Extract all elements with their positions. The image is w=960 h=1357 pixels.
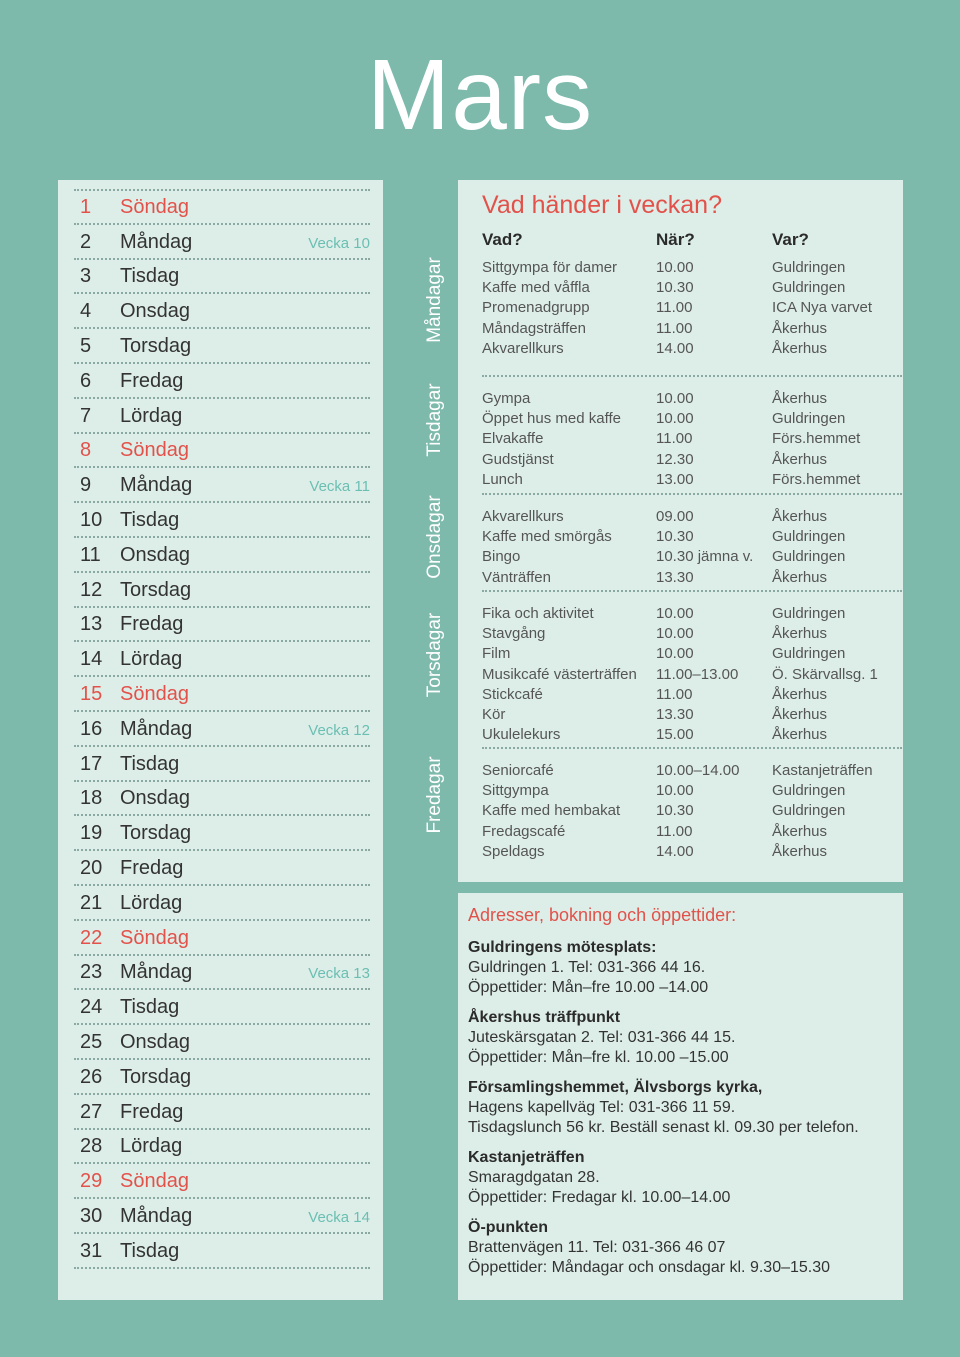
activity-row (482, 547, 902, 567)
activity-time: 10.30 (656, 802, 694, 820)
day-number: 27 (80, 1100, 103, 1123)
activity-row (482, 507, 902, 527)
activity-time: 11.00 (656, 685, 693, 703)
day-name: Tisdag (120, 752, 180, 775)
activity-name: Kaffe med smörgås (482, 528, 612, 546)
weekly-activities-panel (458, 180, 903, 882)
day-number: 2 (80, 230, 92, 253)
activity-place: Åkerhus (772, 822, 828, 840)
day-name: Lördag (120, 1135, 183, 1158)
activity-row (482, 339, 902, 359)
calendar-day-row (74, 956, 370, 991)
activity-time: 12.30 (656, 450, 694, 468)
day-number: 1 (80, 195, 92, 218)
activity-place: Guldringen (772, 605, 846, 622)
activity-row (482, 450, 902, 470)
day-number: 30 (80, 1204, 103, 1227)
day-number: 23 (80, 961, 103, 984)
day-name: Söndag (120, 439, 189, 462)
day-number: 29 (80, 1170, 103, 1193)
day-number: 17 (80, 752, 103, 775)
activity-name: Måndagsträffen (482, 319, 586, 337)
activity-name: Sittgympa (482, 782, 549, 800)
activity-name: Fredagscafé (482, 822, 566, 840)
place-name: Församlingshemmet, Älvsborgs kyrka, (468, 1079, 763, 1096)
activity-place: Åkerhus (772, 705, 828, 723)
activity-place: Åkerhus (772, 319, 828, 337)
activity-group (482, 258, 902, 359)
weekday-label-friday (420, 745, 450, 845)
activity-row (482, 801, 902, 821)
weekday-label-wednesday (420, 487, 450, 587)
calendar-day-row (74, 851, 370, 886)
activity-name: Bingo (482, 548, 521, 566)
week-number: Vecka 10 (308, 234, 370, 252)
place-details: Tisdagslunch 56 kr. Beställ senast kl. 09.30 per telefon. (468, 1119, 859, 1136)
address-block (468, 1148, 898, 1208)
calendar-day-row (74, 747, 370, 782)
activity-row (482, 705, 902, 725)
activity-row (482, 822, 902, 842)
place-address: Guldringen 1. Tel: 031-366 44 16. (468, 959, 706, 976)
day-name: Tisdag (120, 508, 180, 531)
calendar-day-row (74, 990, 370, 1025)
activity-name: Stavgång (482, 625, 546, 643)
calendar-day-row (74, 782, 370, 817)
activity-name: Lunch (482, 470, 523, 488)
activity-time: 10.00 (656, 782, 694, 800)
activity-place: ICA Nya varvet (772, 299, 873, 317)
calendar-day-row (74, 1095, 370, 1130)
activity-group (482, 590, 902, 745)
calendar-day-row (74, 364, 370, 399)
activity-time: 13.30 (656, 705, 694, 723)
place-name: Kastanjeträffen (468, 1149, 585, 1166)
day-number: 19 (80, 822, 103, 845)
calendar-day-row (74, 886, 370, 921)
activity-row (482, 389, 902, 409)
place-details: Öppettider: Mån–fre kl. 10.00 –15.00 (468, 1049, 729, 1066)
day-name: Måndag (120, 474, 193, 497)
activity-place: Guldringen (772, 645, 846, 663)
day-number: 4 (80, 300, 92, 323)
place-name: Guldringens mötesplats: (468, 939, 657, 956)
day-name: Torsdag (120, 578, 192, 601)
column-when: När? (656, 230, 695, 249)
activity-place: Åkerhus (772, 568, 828, 586)
day-number: 9 (80, 474, 92, 497)
day-number: 5 (80, 334, 92, 357)
addresses-panel (458, 893, 903, 1300)
activity-place: Förs.hemmet (772, 470, 861, 488)
day-number: 8 (80, 439, 92, 462)
week-number: Vecka 13 (308, 965, 370, 983)
day-number: 7 (80, 404, 92, 427)
activity-time: 13.30 (656, 568, 694, 586)
day-name: Tisdag (120, 265, 180, 288)
place-details: Öppettider: Fredagar kl. 10.00–14.00 (468, 1189, 731, 1206)
day-number: 22 (80, 926, 103, 949)
activity-time: 11.00 (656, 319, 693, 337)
day-name: Måndag (120, 1204, 193, 1227)
day-name: Onsdag (120, 543, 191, 566)
activity-place: Guldringen (772, 528, 846, 546)
activity-place: Guldringen (772, 279, 846, 297)
activity-name: Promenadgrupp (482, 299, 590, 317)
day-name: Tisdag (120, 996, 180, 1019)
activity-time: 10.00 (656, 259, 694, 276)
activities-heading: Vad händer i veckan? (482, 191, 722, 219)
day-name: Måndag (120, 717, 193, 740)
activity-time: 10.00–14.00 (656, 762, 740, 779)
calendar-day-row (74, 503, 370, 538)
day-number: 15 (80, 682, 103, 705)
day-number: 20 (80, 856, 103, 879)
activity-time: 14.00 (656, 842, 694, 860)
week-number: Vecka 11 (309, 478, 370, 496)
place-name: Ö-punkten (468, 1219, 548, 1236)
activity-time: 15.00 (656, 726, 694, 744)
activity-row (482, 527, 902, 547)
day-name: Torsdag (120, 1065, 192, 1088)
activity-row (482, 298, 902, 318)
activity-place: Guldringen (772, 548, 846, 566)
day-number: 11 (80, 543, 101, 566)
activity-time: 10.30 jämna v. (656, 548, 754, 566)
activity-time: 10.00 (656, 605, 694, 622)
place-address: Juteskärsgatan 2. Tel: 031-366 44 15. (468, 1029, 736, 1046)
address-block (468, 938, 898, 998)
calendar-day-row (74, 294, 370, 329)
activity-name: Fika och aktivitet (482, 605, 594, 622)
activity-place: Åkerhus (772, 726, 828, 744)
activity-place: Åkerhus (772, 339, 828, 357)
month-calendar (58, 180, 383, 1300)
day-number: 28 (80, 1135, 103, 1158)
day-name: Fredag (120, 856, 184, 879)
activity-place: Åkerhus (772, 685, 828, 703)
day-name: Måndag (120, 961, 193, 984)
weekday-label-monday-text: Måndagar (424, 257, 445, 343)
address-block (468, 1218, 898, 1278)
day-name: Torsdag (120, 334, 192, 357)
day-name: Lördag (120, 648, 183, 671)
activity-row (482, 842, 902, 862)
place-address: Brattenvägen 11. Tel: 031-366 46 07 (468, 1239, 726, 1256)
day-name: Söndag (120, 1170, 189, 1193)
activity-name: Kaffe med våffla (482, 279, 590, 297)
activity-name: Elvakaffe (482, 430, 544, 448)
day-name: Lördag (120, 404, 183, 427)
day-number: 6 (80, 369, 92, 392)
calendar-day-row (74, 1025, 370, 1060)
activity-name: Akvarellkurs (482, 339, 564, 357)
activity-name: Musikcafé västerträffen (482, 665, 637, 683)
activity-time: 10.30 (656, 528, 694, 546)
activity-time: 11.00–13.00 (656, 665, 739, 683)
day-name: Lördag (120, 891, 183, 914)
calendar-day-row (74, 225, 370, 260)
activity-name: Ukulelekurs (482, 726, 561, 744)
activity-place: Åkerhus (772, 508, 828, 525)
activity-row (482, 781, 902, 801)
activity-time: 10.00 (656, 390, 694, 407)
week-number: Vecka 12 (308, 721, 370, 739)
activity-place: Förs.hemmet (772, 430, 861, 448)
activity-place: Ö. Skärvallsg. 1 (772, 665, 878, 683)
activity-name: Kör (482, 705, 506, 723)
activity-time: 11.00 (656, 822, 693, 840)
day-number: 13 (80, 613, 103, 636)
calendar-day-row (74, 816, 370, 851)
day-name: Fredag (120, 369, 184, 392)
activity-name: Vänträffen (482, 568, 551, 586)
activity-time: 14.00 (656, 339, 694, 357)
day-name: Onsdag (120, 300, 191, 323)
addresses-heading: Adresser, bokning och öppettider: (468, 905, 737, 925)
calendar-day-row (74, 1130, 370, 1165)
activity-row (482, 761, 902, 781)
week-number: Vecka 14 (308, 1208, 370, 1226)
calendar-day-row (74, 399, 370, 434)
activity-place: Åkerhus (772, 625, 828, 643)
activity-row (482, 278, 902, 298)
calendar-day-row (74, 190, 370, 225)
activity-place: Guldringen (772, 802, 846, 820)
activity-time: 13.00 (656, 470, 694, 488)
weekday-label-tuesday-text: Tisdagar (424, 383, 445, 457)
calendar-day-row (74, 434, 370, 469)
weekday-label-wednesday-text: Onsdagar (424, 495, 445, 579)
day-name: Tisdag (120, 1239, 180, 1262)
day-number: 26 (80, 1065, 103, 1088)
calendar-day-row (74, 712, 370, 747)
activity-group (482, 375, 902, 490)
day-name: Söndag (120, 195, 189, 218)
place-address: Hagens kapellväg Tel: 031-366 11 59. (468, 1099, 736, 1116)
calendar-day-row (74, 260, 370, 295)
day-number: 31 (80, 1239, 103, 1262)
weekday-label-friday-text: Fredagar (424, 756, 445, 834)
activity-row (482, 624, 902, 644)
weekday-label-monday (420, 250, 450, 350)
calendar-day-row (74, 1199, 370, 1234)
activity-group (482, 493, 902, 588)
calendar-day-row (74, 329, 370, 364)
activity-name: Sittgympa för damer (482, 259, 618, 276)
activity-row (482, 429, 902, 449)
day-name: Onsdag (120, 787, 191, 810)
activity-time: 10.30 (656, 279, 694, 297)
place-details: Öppettider: Mån–fre 10.00 –14.00 (468, 979, 709, 996)
day-name: Söndag (120, 682, 189, 705)
activity-row (482, 725, 902, 745)
activity-row (482, 470, 902, 490)
day-name: Måndag (120, 230, 193, 253)
activity-place: Åkerhus (772, 450, 828, 468)
activity-name: Stickcafé (482, 685, 543, 703)
day-number: 18 (80, 787, 103, 810)
day-number: 25 (80, 1030, 103, 1053)
place-name: Åkershus träffpunkt (468, 1009, 621, 1026)
address-block (468, 1008, 898, 1068)
activity-group (482, 747, 902, 862)
calendar-day-row (74, 642, 370, 677)
activity-time: 10.00 (656, 625, 694, 643)
activity-row (482, 319, 902, 339)
address-block (468, 1078, 898, 1138)
activity-row (482, 258, 902, 278)
weekday-label-thursday-text: Torsdagar (424, 612, 445, 698)
activity-time: 10.00 (656, 645, 694, 663)
activity-time: 11.00 (656, 299, 693, 317)
activity-name: Akvarellkurs (482, 508, 564, 525)
activity-row (482, 409, 902, 429)
activity-place: Guldringen (772, 259, 846, 276)
day-number: 10 (80, 508, 103, 531)
activity-name: Öppet hus med kaffe (482, 410, 621, 428)
activity-place: Guldringen (772, 410, 846, 428)
calendar-day-row (74, 538, 370, 573)
day-number: 16 (80, 717, 103, 740)
day-name: Fredag (120, 1100, 184, 1123)
activity-name: Film (482, 645, 511, 663)
activity-place: Kastanjeträffen (772, 762, 873, 779)
column-where: Var? (772, 230, 809, 249)
calendar-day-row (74, 1060, 370, 1095)
day-name: Torsdag (120, 822, 192, 845)
day-number: 21 (80, 891, 103, 914)
activity-name: Gudstjänst (482, 450, 554, 468)
activity-row (482, 568, 902, 588)
calendar-day-row (74, 677, 370, 712)
day-number: 14 (80, 648, 103, 671)
activity-row (482, 685, 902, 705)
activity-time: 11.00 (656, 430, 693, 448)
activity-row (482, 644, 902, 664)
place-address: Smaragdgatan 28. (468, 1169, 600, 1186)
activity-time: 10.00 (656, 410, 694, 428)
activity-place: Guldringen (772, 782, 846, 800)
calendar-day-row (74, 573, 370, 608)
activity-name: Gympa (482, 390, 531, 407)
weekday-label-thursday (420, 605, 450, 705)
weekday-label-tuesday (420, 370, 450, 470)
day-number: 3 (80, 265, 92, 288)
activity-place: Åkerhus (772, 390, 828, 407)
activity-name: Speldags (482, 842, 545, 860)
calendar-day-row (74, 921, 370, 956)
activity-name: Seniorcafé (482, 762, 554, 779)
activity-row (482, 665, 902, 685)
calendar-day-row (74, 468, 370, 503)
column-what: Vad? (482, 230, 523, 249)
day-name: Onsdag (120, 1030, 191, 1053)
activity-name: Kaffe med hembakat (482, 802, 621, 820)
place-details: Öppettider: Måndagar och onsdagar kl. 9.30–15.30 (468, 1259, 831, 1276)
page-title: Mars (366, 39, 594, 151)
calendar-day-row (74, 608, 370, 643)
day-name: Söndag (120, 926, 189, 949)
calendar-day-row (74, 1164, 370, 1199)
day-name: Fredag (120, 613, 184, 636)
day-number: 12 (80, 578, 103, 601)
calendar-day-row (74, 1234, 370, 1269)
day-number: 24 (80, 996, 103, 1019)
activity-time: 09.00 (656, 508, 694, 525)
activity-row (482, 604, 902, 624)
activity-place: Åkerhus (772, 842, 828, 860)
